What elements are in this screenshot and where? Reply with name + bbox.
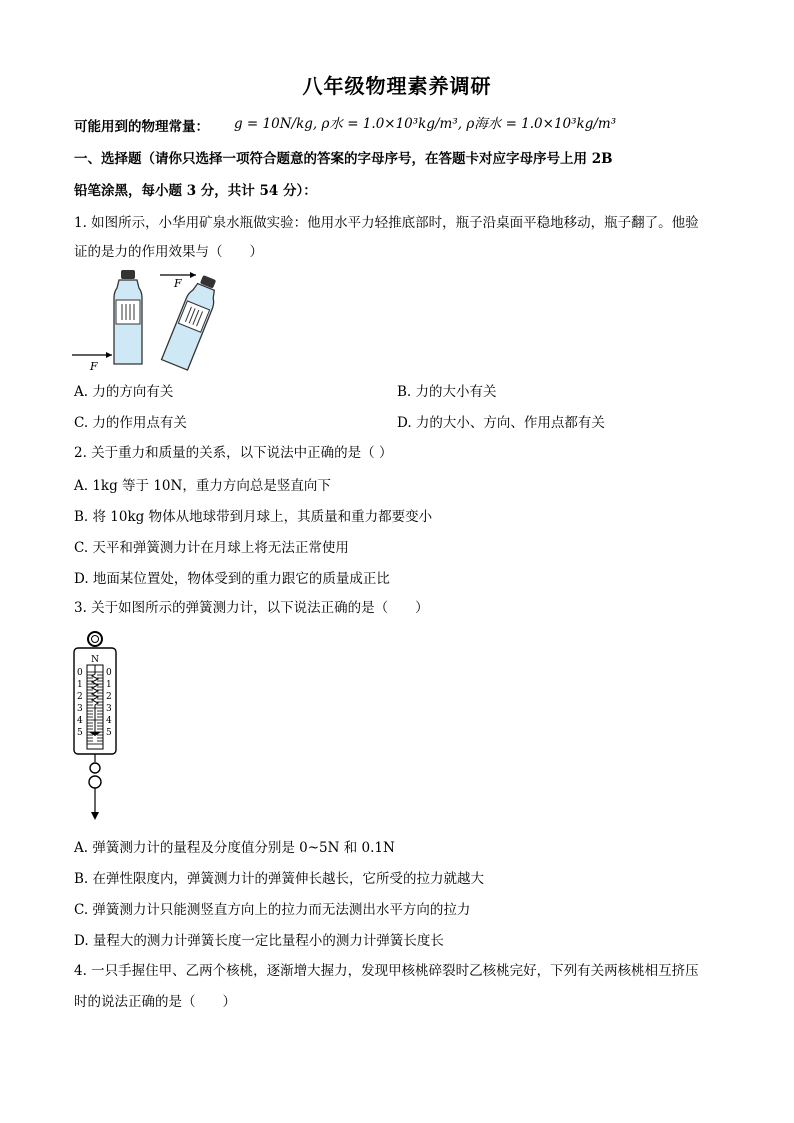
q1-stem-line2: 证的是力的作用效果与（ ） (74, 244, 263, 260)
q2-option-a[interactable]: A. 1kg 等于 10N，重力方向总是竖直向下 (74, 478, 331, 494)
q4-stem-line2: 时的说法正确的是（ ） (74, 994, 236, 1010)
svg-text:2: 2 (77, 692, 83, 702)
svg-text:1: 1 (106, 680, 112, 690)
q1-option-d[interactable]: D. 力的大小、方向、作用点都有关 (397, 415, 605, 431)
q3-option-c[interactable]: C. 弹簧测力计只能测竖直方向上的拉力而无法测出水平方向的拉力 (74, 902, 471, 918)
q3-option-d[interactable]: D. 量程大的测力计弹簧长度一定比量程小的测力计弹簧长度长 (74, 933, 444, 949)
q1-option-c[interactable]: C. 力的作用点有关 (74, 415, 187, 431)
q2-option-c[interactable]: C. 天平和弹簧测力计在月球上将无法正常使用 (74, 540, 349, 556)
q4-stem-line1: 4. 一只手握住甲、乙两个核桃，逐渐增大握力，发现甲核桃碎裂时乙核桃完好，下列有关两核桃相互挤压 (74, 963, 699, 979)
spring-scale-diagram (72, 628, 122, 824)
section-heading-line1: 一、选择题（请你只选择一项符合题意的答案的字母序号，在答题卡对应字母序号上用 2B (74, 151, 613, 167)
tilted-bottle-icon (162, 272, 223, 370)
svg-text:5: 5 (106, 728, 112, 738)
bottle-diagram (70, 266, 230, 374)
q1-option-a[interactable]: A. 力的方向有关 (74, 384, 174, 400)
page-title: 八年级物理素养调研 (302, 74, 492, 98)
q1-stem-line1: 1. 如图所示，小华用矿泉水瓶做实验：他用水平力轻推底部时，瓶子沿桌面平稳地移动，瓶子翻了。他验 (74, 215, 699, 231)
q1-option-b[interactable]: B. 力的大小有关 (397, 384, 497, 400)
q3-option-a[interactable]: A. 弹簧测力计的量程及分度值分别是 0~5N 和 0.1N (74, 840, 395, 856)
svg-text:2: 2 (106, 692, 112, 702)
section-heading-line2: 铅笔涂黑，每小题 3 分，共计 54 分）： (74, 183, 317, 199)
q2-option-d[interactable]: D. 地面某位置处，物体受到的重力跟它的质量成正比 (74, 571, 390, 587)
q2-option-b[interactable]: B. 将 10kg 物体从地球带到月球上，其质量和重力都要变小 (74, 509, 433, 525)
constants-formula: g = 10N/kg, ρ水 = 1.0×10³kg/m³, ρ海水 = 1.0×10³kg/m³ (234, 116, 617, 132)
svg-text:0: 0 (106, 668, 112, 678)
q2-stem: 2. 关于重力和质量的关系，以下说法中正确的是（ ） (74, 445, 393, 461)
force-label-right: F (174, 277, 182, 290)
constants-label: 可能用到的物理常量： (74, 119, 209, 135)
q3-stem: 3. 关于如图所示的弹簧测力计，以下说法正确的是（ ） (74, 600, 429, 616)
svg-text:3: 3 (77, 704, 83, 714)
svg-text:4: 4 (77, 716, 83, 726)
upright-bottle-icon (114, 270, 142, 364)
svg-text:1: 1 (77, 680, 83, 690)
q3-option-b[interactable]: B. 在弹性限度内，弹簧测力计的弹簧伸长越长，它所受的拉力就越大 (74, 871, 485, 887)
svg-text:3: 3 (106, 704, 112, 714)
svg-text:0: 0 (77, 668, 83, 678)
force-label-left: F (90, 360, 98, 373)
scale-unit-label: N (91, 655, 99, 665)
bottom-force-arrow (72, 352, 112, 358)
svg-text:5: 5 (77, 728, 83, 738)
svg-text:4: 4 (106, 716, 112, 726)
